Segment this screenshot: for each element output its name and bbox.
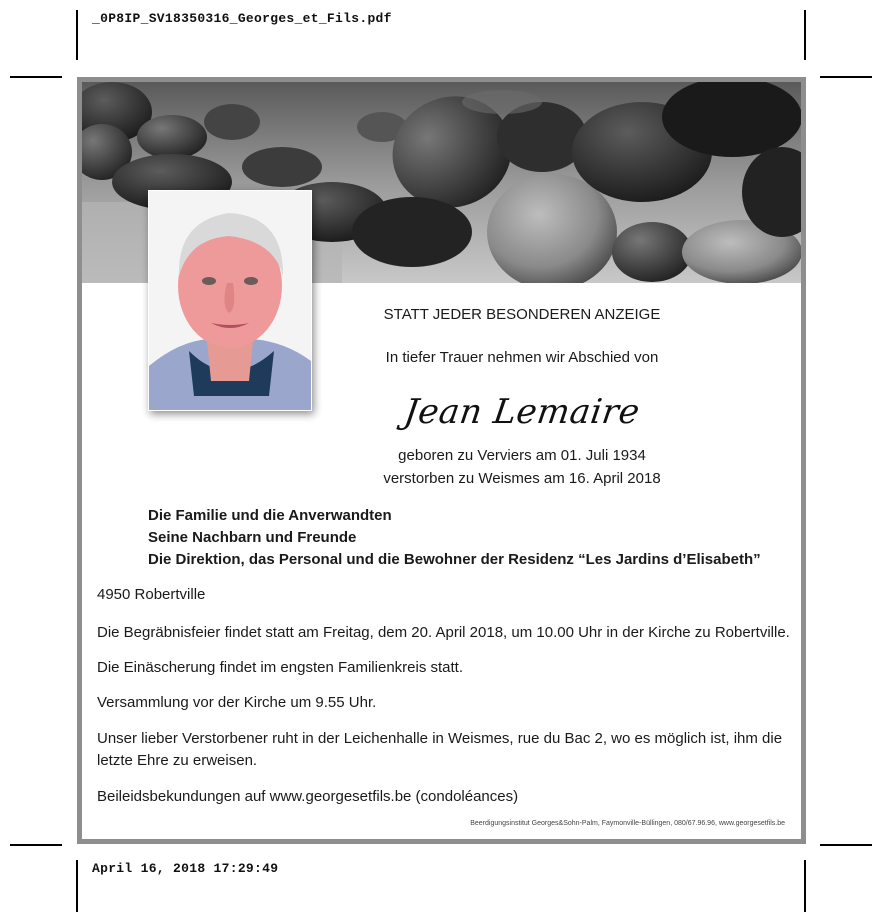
notice-intro: In tiefer Trauer nehmen wir Abschied von <box>385 349 659 366</box>
crop-mark <box>820 844 872 846</box>
file-slug: _0P8IP_SV18350316_Georges_et_Fils.pdf <box>92 11 392 26</box>
cremation-info: Die Einäscherung findet im engsten Familienkreis statt. <box>97 659 464 676</box>
death-date-line: verstorben zu Weismes am 16. April 2018 <box>383 470 661 487</box>
crop-mark <box>804 10 806 60</box>
deceased-name: Jean Lemaire <box>401 392 643 432</box>
crop-mark <box>804 860 806 912</box>
mourner-line: Die Familie und die Anverwandten <box>148 507 392 524</box>
obituary-notice <box>77 77 806 844</box>
crop-mark <box>820 76 872 78</box>
portrait-photo <box>148 190 312 411</box>
notice-heading: STATT JEDER BESONDEREN ANZEIGE <box>383 306 661 323</box>
condolences-info: Beileidsbekundungen auf www.georgesetfils.be (condoléances) <box>97 788 519 805</box>
gathering-info: Versammlung vor der Kirche um 9.55 Uhr. <box>97 694 377 711</box>
crop-mark <box>76 860 78 912</box>
funeral-info: Die Begräbnisfeier findet statt am Freitag, dem 20. April 2018, um 10.00 Uhr in der Kirche zu Robertville. <box>97 624 790 641</box>
mourner-line: Die Direktion, das Personal und die Bewohner der Residenz “Les Jardins d’Elisabeth” <box>148 551 761 568</box>
viewing-info: Unser lieber Verstorbener ruht in der Leichenhalle in Weismes, rue du Bac 2, wo es möglich ist, ihm die letzte Ehre zu erweisen. <box>97 730 783 769</box>
print-timestamp: April 16, 2018 17:29:49 <box>92 861 279 876</box>
crop-mark <box>10 76 62 78</box>
location-line: 4950 Robertville <box>97 586 206 603</box>
birth-date-line: geboren zu Verviers am 01. Juli 1934 <box>398 447 646 464</box>
crop-mark <box>10 844 62 846</box>
mourner-line: Seine Nachbarn und Freunde <box>148 529 357 546</box>
crop-mark <box>76 10 78 60</box>
funeral-home-footer: Beerdigungsinstitut Georges&Sohn-Palm, Faymonville-Büllingen, 080/67.96.96, www.georgesetfils.be <box>470 820 785 827</box>
